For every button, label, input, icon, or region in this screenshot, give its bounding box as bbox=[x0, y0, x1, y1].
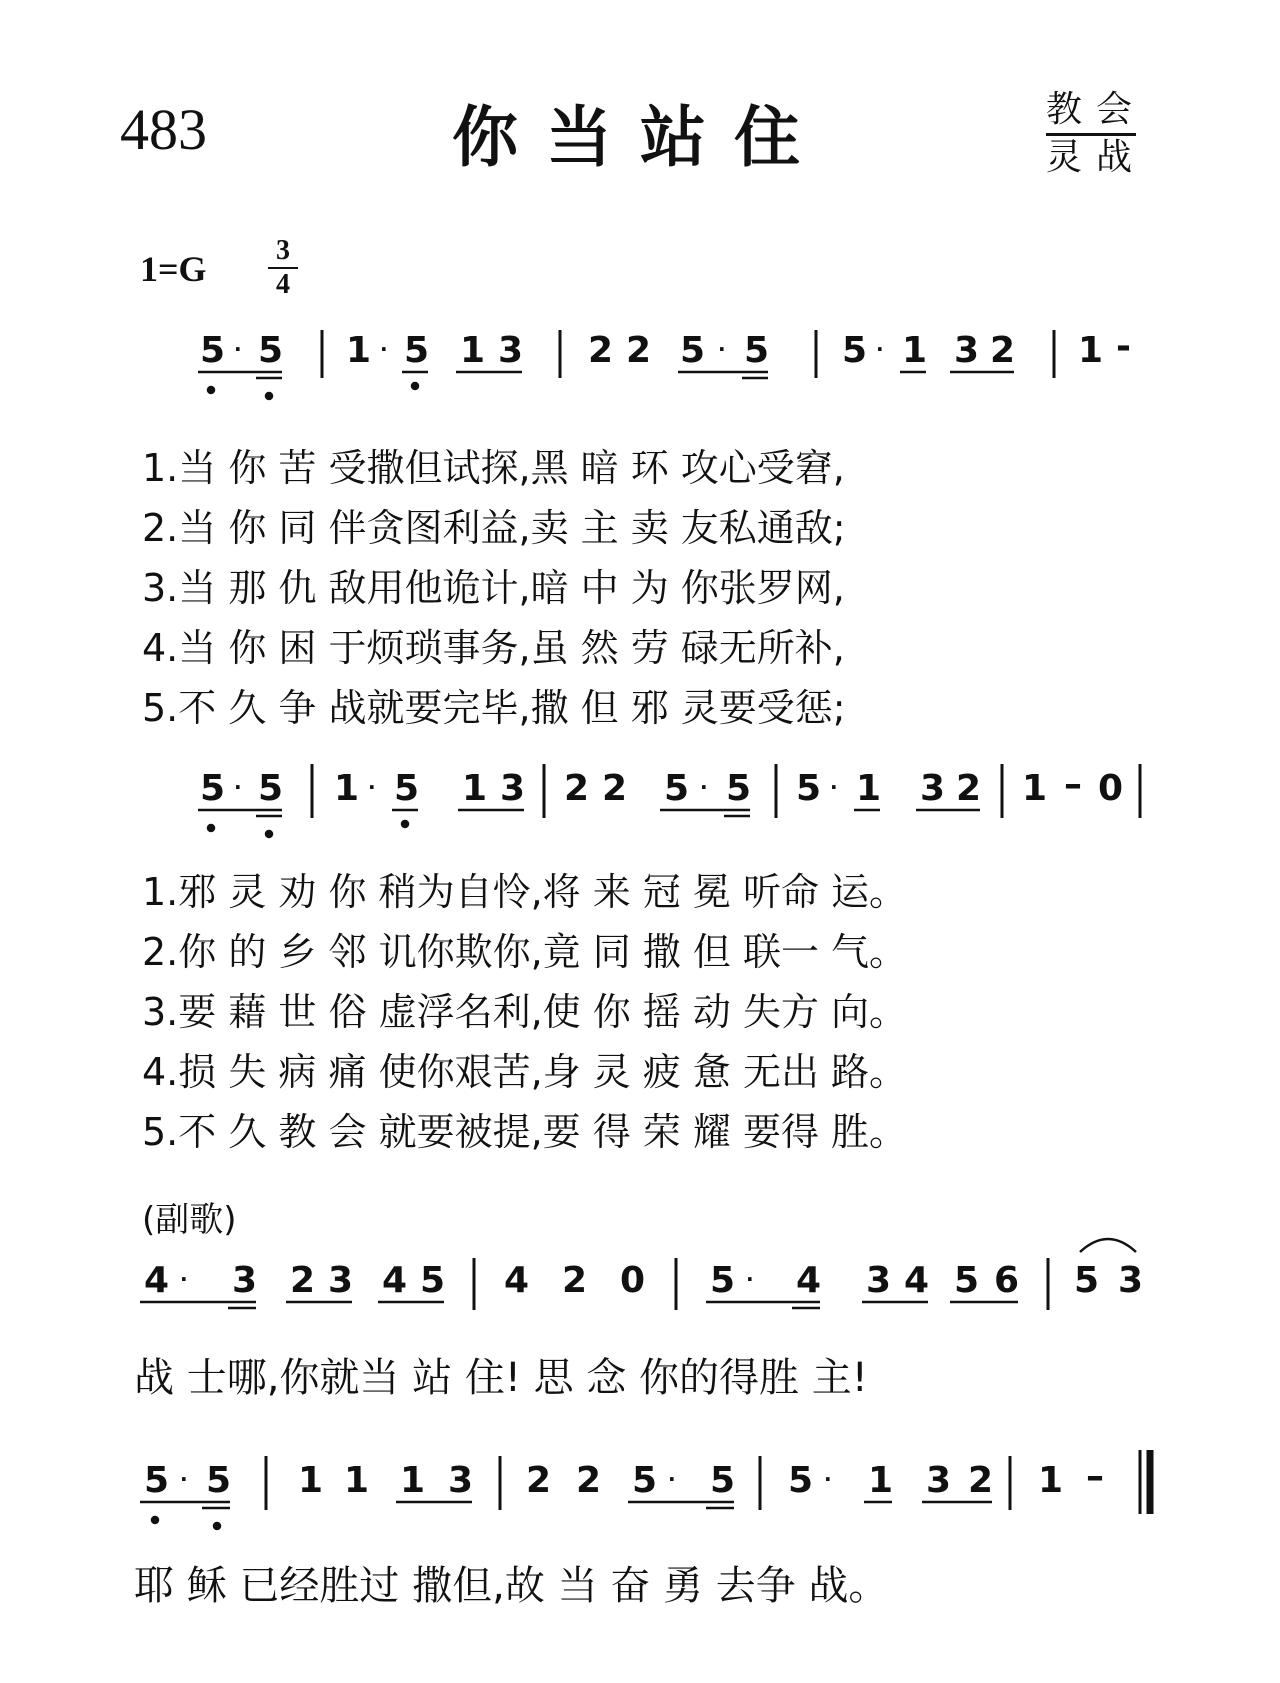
note: 1 bbox=[462, 768, 488, 809]
low-dot bbox=[402, 821, 408, 827]
music-line-chorus-1 bbox=[0, 1232, 1280, 1312]
low-dot bbox=[214, 1523, 220, 1529]
low-dot bbox=[266, 393, 272, 399]
note: 2 bbox=[588, 330, 614, 371]
hymn-number: 483 bbox=[120, 97, 207, 162]
time-signature bbox=[268, 236, 298, 300]
lyric-line: 3.当 那 仇 敌用他诡计,暗 中 为 你张罗网, bbox=[142, 566, 845, 610]
note: 5 bbox=[710, 1260, 736, 1301]
dash: - bbox=[1116, 326, 1131, 367]
time-signature-top: 3 bbox=[276, 235, 290, 266]
dash: – bbox=[1086, 1456, 1104, 1497]
note: 5 bbox=[200, 768, 226, 809]
dot-aug: · bbox=[700, 775, 708, 799]
note: 3 bbox=[954, 330, 980, 371]
note: 6 bbox=[994, 1260, 1020, 1301]
lyric-line: 1.当 你 苦 受撒但试探,黑 暗 环 攻心受窘, bbox=[142, 446, 845, 490]
note: 1 bbox=[868, 1460, 894, 1501]
note: 5 bbox=[394, 768, 420, 809]
lyric-line: 2.你 的 乡 邻 讥你欺你,竟 同 撒 但 联一 气。 bbox=[142, 930, 908, 974]
notation-svg-verse-2 bbox=[0, 758, 1280, 848]
note: 1 bbox=[346, 330, 372, 371]
note: 3 bbox=[920, 768, 946, 809]
lyric-line: 5.不 久 争 战就要完毕,撒 但 邪 灵要受惩; bbox=[142, 686, 846, 730]
note: 5 bbox=[206, 1460, 232, 1501]
low-dot bbox=[208, 387, 214, 393]
dot-aug: · bbox=[830, 775, 838, 799]
note: 1 bbox=[1078, 330, 1104, 371]
music-line-chorus-2 bbox=[0, 1432, 1280, 1512]
note: 5 bbox=[796, 768, 822, 809]
chorus-lyric-2: 耶 稣 已经胜过 撒但,故 当 奋 勇 去争 战。 bbox=[134, 1563, 889, 1609]
chorus-label: (副歌) bbox=[142, 1200, 237, 1240]
hymn-title: 你当站住 bbox=[452, 99, 828, 176]
note: 2 bbox=[526, 1460, 552, 1501]
note: 1 bbox=[1022, 768, 1048, 809]
note: 2 bbox=[968, 1460, 994, 1501]
note: 3 bbox=[498, 330, 524, 371]
dot-aug: · bbox=[234, 775, 242, 799]
notation-svg-verse-1 bbox=[0, 320, 1280, 410]
lyric-line: 4.损 失 病 痛 使你艰苦,身 灵 疲 惫 无出 路。 bbox=[142, 1050, 908, 1094]
category-bottom: 灵战 bbox=[1046, 137, 1147, 178]
category-divider bbox=[1046, 133, 1136, 136]
note: 3 bbox=[500, 768, 526, 809]
note: 3 bbox=[1118, 1260, 1144, 1301]
note: 2 bbox=[290, 1260, 316, 1301]
note: 0 bbox=[1098, 768, 1124, 809]
note: 4 bbox=[904, 1260, 930, 1301]
note: 5 bbox=[258, 768, 284, 809]
note: 1 bbox=[1038, 1460, 1064, 1501]
key-signature: 1=G bbox=[140, 249, 207, 289]
note: 3 bbox=[232, 1260, 258, 1301]
lyric-line: 2.当 你 同 伴贪图利益,卖 主 卖 友私通敌; bbox=[142, 506, 846, 550]
note: 5 bbox=[258, 330, 284, 371]
note: 2 bbox=[564, 768, 590, 809]
note: 5 bbox=[788, 1460, 814, 1501]
dot-aug: · bbox=[180, 1467, 188, 1491]
note: 5 bbox=[680, 330, 706, 371]
note: 2 bbox=[602, 768, 628, 809]
note: 1 bbox=[400, 1460, 426, 1501]
note: 3 bbox=[328, 1260, 354, 1301]
verse-lyrics-2 bbox=[142, 862, 907, 1162]
dash: – bbox=[1064, 764, 1082, 805]
dot-aug: · bbox=[876, 337, 884, 361]
note: 5 bbox=[404, 330, 430, 371]
time-signature-bottom: 4 bbox=[276, 269, 290, 300]
dot-aug: · bbox=[180, 1267, 188, 1291]
note: 2 bbox=[990, 330, 1016, 371]
note: 5 bbox=[200, 330, 226, 371]
note: 4 bbox=[796, 1260, 822, 1301]
note: 5 bbox=[664, 768, 690, 809]
note: 5 bbox=[632, 1460, 658, 1501]
note: 3 bbox=[926, 1460, 952, 1501]
dot-aug: · bbox=[746, 1267, 754, 1291]
note: 1 bbox=[334, 768, 360, 809]
note: 1 bbox=[856, 768, 882, 809]
note: 5 bbox=[954, 1260, 980, 1301]
verse-lyrics-1 bbox=[142, 438, 846, 738]
dot-aug: · bbox=[380, 337, 388, 361]
category-top: 教会 bbox=[1046, 89, 1147, 130]
music-line-verse-1 bbox=[0, 320, 1280, 400]
dot-aug: · bbox=[718, 337, 726, 361]
note: 1 bbox=[902, 330, 928, 371]
low-dot bbox=[412, 383, 418, 389]
music-line-verse-2 bbox=[0, 758, 1280, 838]
note: 5 bbox=[420, 1260, 446, 1301]
low-dot bbox=[152, 1517, 158, 1523]
dot-aug: · bbox=[668, 1467, 676, 1491]
lyric-line: 5.不 久 教 会 就要被提,要 得 荣 耀 要得 胜。 bbox=[142, 1110, 908, 1154]
note: 5 bbox=[744, 330, 770, 371]
lyric-line: 3.要 藉 世 俗 虚浮名利,使 你 摇 动 失方 向。 bbox=[142, 990, 908, 1034]
low-dot bbox=[208, 825, 214, 831]
note: 3 bbox=[448, 1460, 474, 1501]
notation-svg-chorus-1 bbox=[0, 1232, 1280, 1322]
note: 1 bbox=[460, 330, 486, 371]
note: 5 bbox=[710, 1460, 736, 1501]
note: 2 bbox=[562, 1260, 588, 1301]
note: 1 bbox=[298, 1460, 324, 1501]
note: 4 bbox=[504, 1260, 530, 1301]
chorus-lyric-1: 战 士哪,你就当 站 住! 思 念 你的得胜 主! bbox=[134, 1355, 868, 1401]
note: 2 bbox=[956, 768, 982, 809]
note: 2 bbox=[626, 330, 652, 371]
notation-svg-chorus-2 bbox=[0, 1432, 1280, 1542]
lyric-line: 1.邪 灵 劝 你 稍为自怜,将 来 冠 冕 听命 运。 bbox=[142, 870, 908, 914]
dot-aug: · bbox=[368, 775, 376, 799]
note: 5 bbox=[1074, 1260, 1100, 1301]
dot-aug: · bbox=[824, 1467, 832, 1491]
note: 0 bbox=[620, 1260, 646, 1301]
low-dot bbox=[266, 831, 272, 837]
note: 5 bbox=[726, 768, 752, 809]
slur bbox=[1080, 1239, 1136, 1252]
note: 3 bbox=[866, 1260, 892, 1301]
hymn-category bbox=[1046, 86, 1146, 182]
note: 1 bbox=[344, 1460, 370, 1501]
note: 4 bbox=[382, 1260, 408, 1301]
lyric-line: 4.当 你 困 于烦琐事务,虽 然 劳 碌无所补, bbox=[142, 626, 845, 670]
dot-aug: · bbox=[234, 337, 242, 361]
note: 5 bbox=[144, 1460, 170, 1501]
note: 2 bbox=[576, 1460, 602, 1501]
note: 4 bbox=[144, 1260, 170, 1301]
note: 5 bbox=[842, 330, 868, 371]
